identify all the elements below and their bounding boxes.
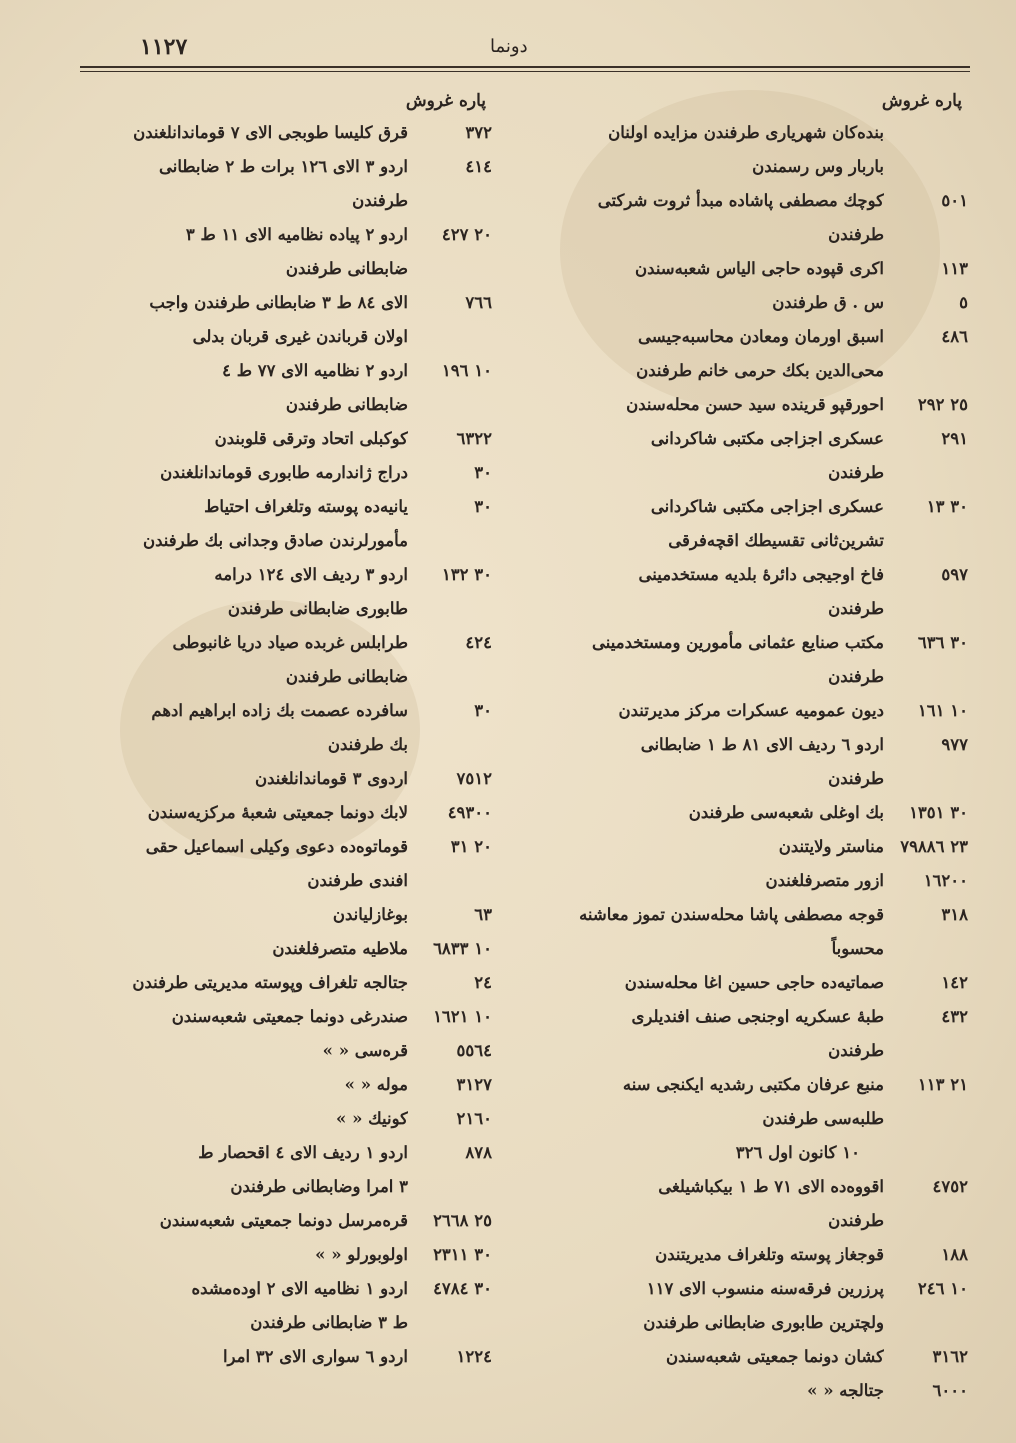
entry-amount: ١٤٢: [941, 973, 968, 992]
entry-line: طرفندن: [828, 1041, 884, 1060]
ledger-entry: [528, 1000, 968, 1068]
entry-line: ازور متصرفلغندن: [765, 871, 884, 890]
entry-amount: ١٠ ١٦٢١: [433, 1007, 492, 1026]
entry-amount: ٤٩٣٠٠: [447, 803, 492, 822]
entry-amount: ٤٨٦: [941, 327, 968, 346]
entry-amount: ٣٠ ٦٣٦: [917, 633, 968, 652]
ledger-entry: [528, 1340, 968, 1374]
ledger-entry: [92, 898, 492, 932]
ledger-entry: [528, 286, 968, 320]
entry-description: [528, 966, 890, 1000]
entry-amount: ٢٥ ٢٦٦٨: [433, 1211, 492, 1230]
entry-line: قوجه مصطفی پاشا محله‌سندن تموز معاشنه: [579, 905, 884, 924]
entry-line: موله « »: [344, 1075, 408, 1094]
entry-line: منبع عرفان مکتبی رشدیه ایکنجی سنه: [622, 1075, 884, 1094]
ledger-entry: [92, 694, 492, 762]
entry-line: س . ق طرفندن: [772, 293, 884, 312]
ledger-entry: [528, 966, 968, 1000]
entry-line: اردو ٣ ردیف الای ١٢٤ درامه: [214, 565, 408, 584]
entry-line: کونیك « »: [336, 1109, 408, 1128]
ledger-entry: [92, 1000, 492, 1034]
entry-line: طرفندن: [828, 769, 884, 788]
entry-description: [528, 1068, 890, 1136]
entry-description: [92, 116, 414, 150]
entry-amount: ٣٠ ١٣٢: [441, 565, 492, 584]
entry-amount: ٥٥٦٤: [456, 1041, 492, 1060]
ledger-entry: [528, 116, 968, 184]
entry-amount: ١٠ ١٦١: [917, 701, 968, 720]
entry-amount: ٥٩٧: [941, 565, 968, 584]
entry-description: [92, 558, 414, 626]
entry-description: [528, 388, 890, 422]
entry-line: دیون عمومیه عسکرات مرکز مدیرتندن: [618, 701, 884, 720]
entry-description: [92, 898, 414, 932]
entry-line: ضابطانی طرفندن: [285, 667, 408, 686]
entry-line: اولان قرباندن غیری قربان بدلی: [192, 327, 408, 346]
entry-line: اردو ٦ سواری الای ٣٢ امرا: [222, 1347, 408, 1366]
entry-amount: ٢٣ ٧٩٨٨٦: [900, 837, 968, 856]
entry-description: [528, 1136, 890, 1170]
entry-line: طلبه‌سی طرفندن: [762, 1109, 884, 1128]
entry-amount: ١١٣: [941, 259, 968, 278]
entry-description: [528, 796, 890, 830]
ledger-entry: [92, 354, 492, 422]
entry-line: بك اوغلی شعبه‌سی طرفندن: [688, 803, 884, 822]
entry-line: کوکبلی اتحاد وترقی قلوبندن: [214, 429, 408, 448]
entry-line: ضابطانی طرفندن: [285, 259, 408, 278]
entry-line: ضابطانی طرفندن: [285, 395, 408, 414]
ledger-entry: [92, 1136, 492, 1204]
entry-line: قره‌سی « »: [322, 1041, 408, 1060]
entry-amount: ٦٣٢٢: [456, 429, 492, 448]
entry-description: [528, 422, 890, 490]
entry-amount: ٢٥ ٢٩٢: [917, 395, 968, 414]
entry-amount: ٣٠: [474, 497, 492, 516]
entry-line: اردو ١ نظامیه الای ٢ اوده‌مشده: [191, 1279, 408, 1298]
ledger-entry: [528, 1238, 968, 1272]
right-column: [528, 86, 968, 1408]
entry-description: [92, 932, 414, 966]
entry-amount: ١٨٨: [941, 1245, 968, 1264]
ledger-entry: [92, 116, 492, 150]
entry-line: بك طرفندن: [327, 735, 408, 754]
page-header: [80, 30, 970, 70]
ledger-entry: [528, 1272, 968, 1340]
ledger-entry: [528, 252, 968, 286]
entry-line: اردو ٢ پیاده نظامیه الای ١١ ط ٣: [185, 225, 408, 244]
ledger-entry: [92, 762, 492, 796]
entry-description: [528, 558, 890, 626]
entry-line: تشرین‌ثانی تقسیطك اقچه‌فرقی: [668, 531, 884, 550]
entry-amount: ١٠ ١٩٦: [441, 361, 492, 380]
entry-line: الای ٨٤ ط ٣ ضابطانی طرفندن واجب: [149, 293, 408, 312]
entry-line: اردو ١ ردیف الای ٤ اقحصار ط: [198, 1143, 408, 1162]
entry-description: [92, 1204, 414, 1238]
entry-description: [92, 694, 414, 762]
entry-amount: ٤٢٤: [465, 633, 492, 652]
entry-line: طرفندن: [352, 191, 408, 210]
ledger-entry: [92, 456, 492, 490]
entry-amount: ٥٠١: [941, 191, 968, 210]
entry-amount: ٧٦٦: [465, 293, 492, 312]
ledger-entry: [528, 1136, 968, 1170]
entry-line: ط ٣ ضابطانی طرفندن: [250, 1313, 408, 1332]
entry-line: صندرغی دونما جمعیتی شعبه‌سندن: [171, 1007, 408, 1026]
entry-line: صماتیه‌ده حاجی حسین اغا محله‌سندن: [624, 973, 884, 992]
entry-amount: ٣١٦٢: [932, 1347, 968, 1366]
entry-description: [528, 898, 890, 966]
entry-amount: ٢١٦٠: [456, 1109, 492, 1128]
entry-amount: ٢٩١: [941, 429, 968, 448]
column-heading: پاره غروش: [405, 91, 486, 111]
entry-line: عسکری اجزاجی مکتبی شاکردانی: [650, 497, 884, 516]
entry-line: عسکری اجزاجی مکتبی شاکردانی: [650, 429, 884, 448]
entry-amount: ١٠ ٢٤٦: [917, 1279, 968, 1298]
ledger-entry: [528, 422, 968, 490]
ledger-entry: [528, 1068, 968, 1136]
entry-amount: ٤٧٥٢: [932, 1177, 968, 1196]
entry-description: [528, 626, 890, 694]
ledger-entry: [528, 626, 968, 694]
entry-description: [528, 252, 890, 286]
ledger-entry: [528, 490, 968, 558]
ledger-entry: [528, 184, 968, 252]
header-rule: [80, 66, 970, 72]
entry-line: اردوی ٣ قوماندانلغندن: [254, 769, 408, 788]
ledger-entry: [92, 150, 492, 218]
entry-line: بنده‌کان شهریاری طرفندن مزایده اولنان: [608, 123, 884, 142]
entry-line: سافرده عصمت بك زاده ابراهیم ادهم: [151, 701, 408, 720]
entry-description: [528, 116, 890, 184]
ledger-entry: [92, 1068, 492, 1102]
entry-line: طرابلس غربده صیاد دریا غانبوطی: [172, 633, 408, 652]
entry-line: قوماتوه‌ده دعوی وکیلی اسماعیل حقی: [145, 837, 408, 856]
entry-line: اولوبورلو « »: [315, 1245, 408, 1264]
ledger-entry: [92, 796, 492, 830]
ledger-entry: [528, 320, 968, 388]
entry-line: ٣ امرا وضابطانی طرفندن: [230, 1177, 408, 1196]
entry-description: [92, 286, 414, 354]
entry-line: قوجغاز پوسته وتلغراف مدیریتندن: [655, 1245, 884, 1264]
entry-amount: ٤١٤: [465, 157, 492, 176]
ledger-entry: [528, 830, 968, 864]
entry-description: [92, 1034, 414, 1068]
entry-description: [92, 218, 414, 286]
left-column: [92, 86, 492, 1374]
entry-amount: ٨٧٨: [465, 1143, 492, 1162]
entry-line: اقووه‌ده الای ٧١ ط ١ بیکباشیلغی: [658, 1177, 884, 1196]
entry-description: [92, 1136, 414, 1204]
ledger-entry: [92, 932, 492, 966]
entry-amount: ٢٠ ٣١: [450, 837, 492, 856]
ledger-entry: [92, 966, 492, 1000]
ledger-entry: [528, 796, 968, 830]
entry-line: طبهٔ عسکریه اوجنجی صنف افندیلری: [631, 1007, 884, 1026]
entry-description: [92, 150, 414, 218]
ledger-entry: [528, 898, 968, 966]
entry-description: [92, 1102, 414, 1136]
entry-description: [92, 456, 414, 490]
entry-line: طرفندن: [828, 463, 884, 482]
entry-line: ملاطیه متصرفلغندن: [272, 939, 408, 958]
entry-line: مکتب صنایع عثمانی مأمورین ومستخدمینی: [592, 633, 884, 652]
ledger-entry: [528, 728, 968, 796]
entry-amount: ٢٤: [474, 973, 492, 992]
entry-line: جتالجه « »: [807, 1381, 884, 1400]
entry-description: [528, 1340, 890, 1374]
entry-amount: ٣٠: [474, 463, 492, 482]
entry-description: [92, 1340, 414, 1374]
entry-line: اردو ٦ ردیف الای ٨١ ط ١ ضابطانی: [640, 735, 884, 754]
entry-line: افندی طرفندن: [307, 871, 408, 890]
entry-description: [528, 728, 890, 796]
entry-description: [92, 796, 414, 830]
entry-line: طرفندن: [828, 225, 884, 244]
entry-description: [528, 1000, 890, 1068]
entry-description: [528, 864, 890, 898]
entry-line: بوغازلیاندن: [332, 905, 408, 924]
ledger-entry: [528, 1374, 968, 1408]
ledger-entry: [92, 1272, 492, 1340]
entry-line: یانیه‌ده پوسته وتلغراف احتیاط: [204, 497, 408, 516]
entry-line: ولچترین طابوری ضابطانی طرفندن: [643, 1313, 884, 1332]
entry-amount: ٦٠٠٠: [932, 1381, 968, 1400]
entry-description: [528, 184, 890, 252]
entry-description: [92, 626, 414, 694]
entry-amount: ٣٠ ١٣٥١: [909, 803, 968, 822]
entry-line: طرفندن: [828, 1211, 884, 1230]
ledger-entry: [528, 694, 968, 728]
entry-description: [528, 1272, 890, 1340]
entry-line: اردو ٢ نظامیه الای ٧٧ ط ٤: [222, 361, 408, 380]
entry-amount: ٧٥١٢: [456, 769, 492, 788]
entry-line: دراج ژاندارمه طابوری قوماندانلغندن: [160, 463, 408, 482]
entry-amount: ٣٧٢: [465, 123, 492, 142]
ledger-entry: [528, 1170, 968, 1238]
entry-description: [92, 762, 414, 796]
entry-description: [528, 694, 890, 728]
entry-description: [92, 830, 414, 898]
entry-description: [92, 1000, 414, 1034]
entry-line: فاخ اوجیجی دائرهٔ بلدیه مستخدمینی: [638, 565, 884, 584]
entry-description: [92, 966, 414, 1000]
entry-description: [92, 422, 414, 456]
entry-amount: ٣٠ ١٣: [926, 497, 968, 516]
entry-amount: ٢٠ ٤٢٧: [441, 225, 492, 244]
entry-amount: ٣١٨: [941, 905, 968, 924]
entry-amount: ٣٠ ٢٣١١: [433, 1245, 492, 1264]
entry-description: [92, 1068, 414, 1102]
entry-line: باربار وس رسمندن: [752, 157, 884, 176]
ledger-entry: [92, 1034, 492, 1068]
ledger-entry: [92, 490, 492, 558]
entry-line: اسبق اورمان ومعادن محاسبه‌جیسی: [638, 327, 884, 346]
ledger-entry: [92, 1238, 492, 1272]
entry-line: مناستر ولایتندن: [778, 837, 884, 856]
entry-description: [92, 1272, 414, 1340]
entry-description: [528, 490, 890, 558]
entry-amount: ١٠ ٦٨٣٣: [433, 939, 492, 958]
entry-line: احورقپو قرینده سید حسن محله‌سندن: [626, 395, 884, 414]
entry-description: [528, 830, 890, 864]
ledger-entry: [528, 864, 968, 898]
entry-description: [528, 1238, 890, 1272]
column-heading: پاره غروش: [881, 91, 962, 111]
ledger-entry: [92, 1340, 492, 1374]
ledger-entry: [92, 830, 492, 898]
entry-description: [92, 1238, 414, 1272]
entry-amount: ١٢٢٤: [456, 1347, 492, 1366]
ledger-entry: [528, 388, 968, 422]
entry-amount: ٣١٢٧: [456, 1075, 492, 1094]
entry-description: [528, 1374, 890, 1408]
ledger-entry: [92, 286, 492, 354]
entry-amount: ٢١ ١١٣: [917, 1075, 968, 1094]
entry-line: محسوباً: [831, 939, 884, 958]
entry-line: کشان دونما جمعیتی شعبه‌سندن: [665, 1347, 884, 1366]
entry-line: قرق کلیسا طوبجی الای ٧ قوماندانلغندن: [133, 123, 408, 142]
ledger-entry: [92, 218, 492, 286]
running-title: دونما: [490, 36, 528, 57]
entry-line: قره‌مرسل دونما جمعیتی شعبه‌سندن: [159, 1211, 408, 1230]
entry-line: مأمورلرندن صادق وجدانی بك طرفندن: [143, 531, 408, 550]
ledger-entry: [92, 558, 492, 626]
entry-line: طرفندن: [828, 599, 884, 618]
entry-description: [528, 1170, 890, 1238]
entry-amount: ٩٧٧: [941, 735, 968, 754]
ledger-entry: [92, 1102, 492, 1136]
entry-description: [92, 354, 414, 422]
entry-line: جتالجه تلغراف وپوسته مدیریتی طرفندن: [132, 973, 408, 992]
entry-amount: ٣٠ ٤٧٨٤: [433, 1279, 492, 1298]
ledger-entry: [92, 422, 492, 456]
entry-line: کوچك مصطفی پاشاده مبدأ ثروت شرکتی: [597, 191, 884, 210]
entry-amount: ٣٠: [474, 701, 492, 720]
entry-line: اردو ٣ الای ١٢٦ برات ط ٢ ضابطانی: [159, 157, 408, 176]
entry-amount: ٤٣٢: [941, 1007, 968, 1026]
ledger-entry: [92, 626, 492, 694]
entry-description: [528, 286, 890, 320]
entry-description: [92, 490, 414, 558]
entry-line: اکری قپوده حاجی الیاس شعبه‌سندن: [635, 259, 884, 278]
entry-line: طرفندن: [828, 667, 884, 686]
entry-line: طابوری ضابطانی طرفندن: [227, 599, 408, 618]
entry-line: محی‌الدین بکك حرمی خانم طرفندن: [636, 361, 884, 380]
ledger-entry: [528, 558, 968, 626]
entry-line: ١٠ کانون اول ٣٢٦: [735, 1143, 860, 1162]
entry-amount: ١٦٢٠٠: [923, 871, 968, 890]
entry-amount: ٥: [959, 293, 968, 312]
entry-amount: ٦٣: [474, 905, 492, 924]
entry-line: لابك دونما جمعیتی شعبهٔ مرکزیه‌سندن: [147, 803, 408, 822]
ledger-entry: [92, 1204, 492, 1238]
entry-line: پرزرین فرقه‌سنه منسوب الای ١١٧: [646, 1279, 884, 1298]
entry-description: [528, 320, 890, 388]
page-number: ١١٢٧: [140, 34, 188, 60]
